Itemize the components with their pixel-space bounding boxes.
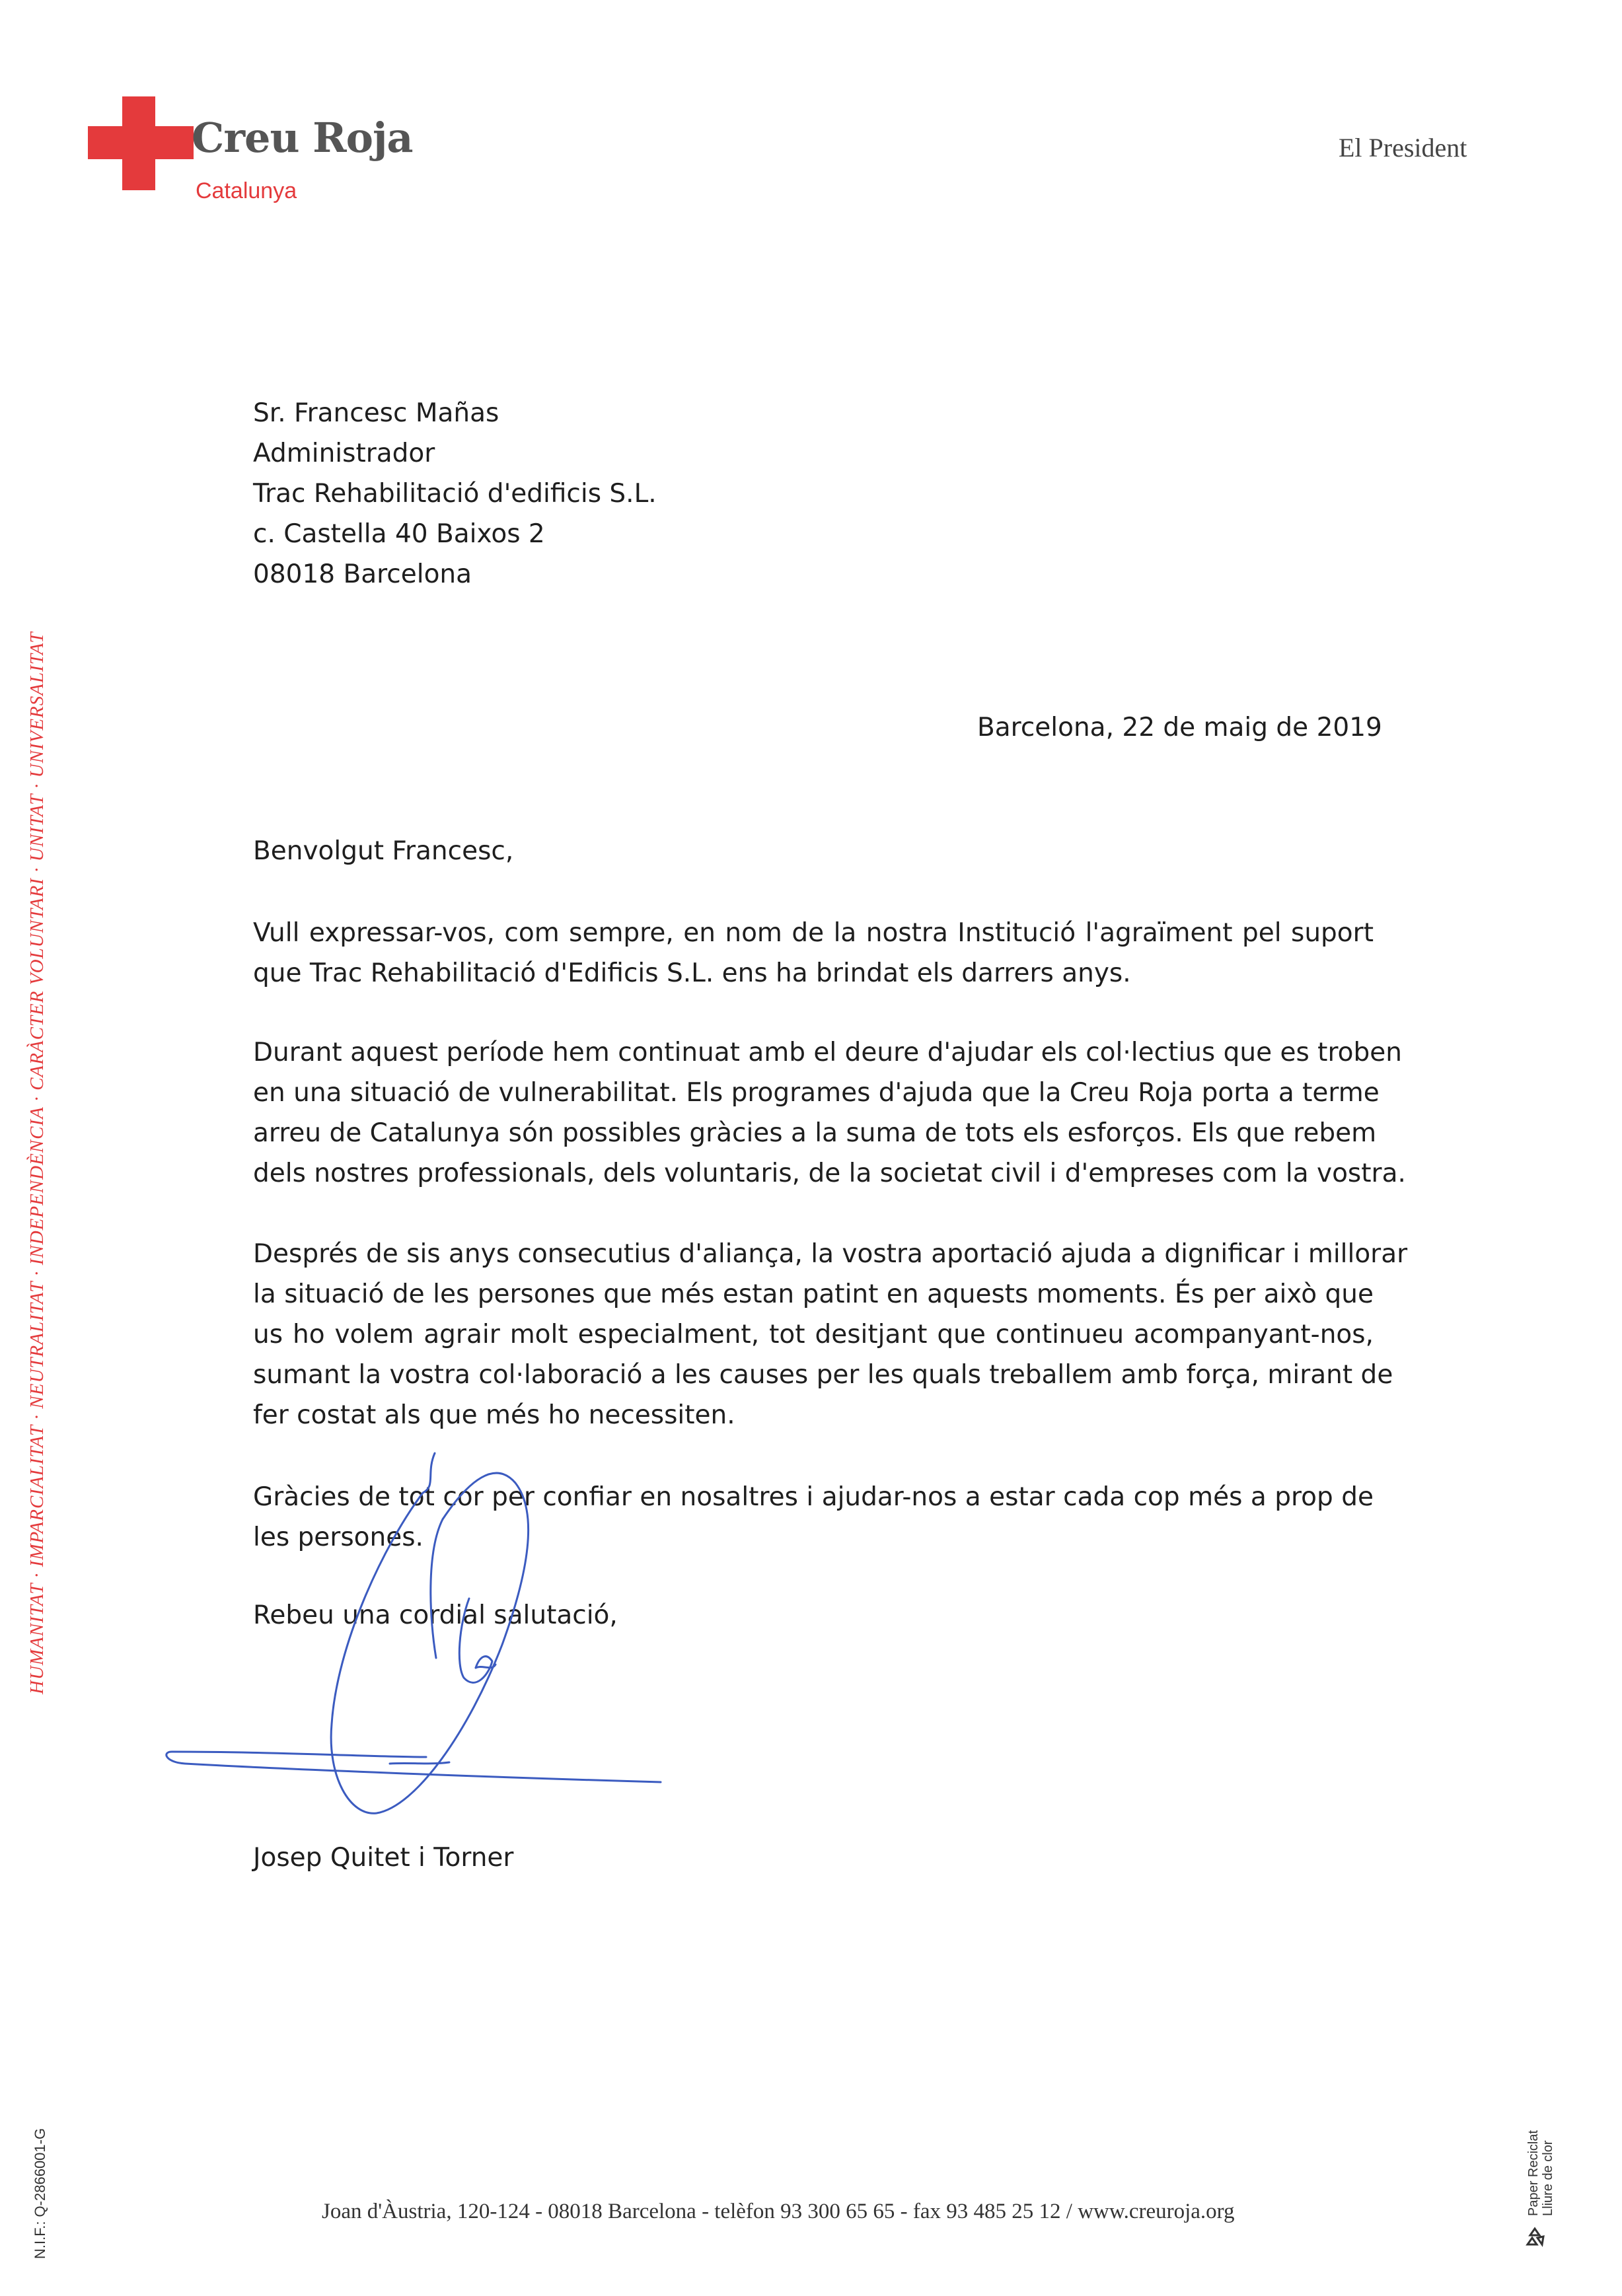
paragraph-3 (253, 1234, 1408, 1435)
red-cross-icon (88, 96, 194, 190)
principles-side-text: HUMANITAT · IMPARCIALITAT · NEUTRALITAT · INDEPENDÈNCIA · CARÀCTER VOLUNTARI · UNITAT · UNIVERSALITAT (26, 631, 48, 1694)
signature-icon (159, 1447, 674, 1830)
recycled-line-1: Paper Reciclat (1526, 2130, 1541, 2216)
paragraph-line: us ho volem agrair molt especialment, tot desitjant que continueu acompanyant-nos, (253, 1320, 1374, 1349)
paragraph-line: Gràcies de tot cor per confiar en nosaltres i ajudar-nos a estar cada cop més a prop de (253, 1482, 1374, 1512)
paragraph-1 (253, 913, 1374, 993)
office-title: El President (1339, 133, 1467, 162)
paragraph-line: dels nostres professionals, dels voluntaris, de la societat civil i d'empreses com la vostra. (253, 1159, 1406, 1188)
letter-date: Barcelona, 22 de maig de 2019 (977, 713, 1382, 742)
paragraph-line: sumant la vostra col·laboració a les causes per les quals treballem amb força, mirant de (253, 1360, 1393, 1390)
logo-title: Creu Roja (192, 114, 413, 162)
paragraph-line: les persones. (253, 1523, 424, 1552)
footer-address: Joan d'Àustria, 120-124 - 08018 Barcelona - telèfon 93 300 65 65 - fax 93 485 25 12 / www.creuroja.org (322, 2200, 1235, 2223)
recipient-address (253, 393, 657, 594)
paragraph-line: en una situació de vulnerabilitat. Els programes d'ajuda que la Creu Roja porta a terme (253, 1078, 1380, 1108)
recipient-city: 08018 Barcelona (253, 559, 472, 589)
paragraph-line: Després de sis anys consecutius d'aliança, la vostra aportació ajuda a dignificar i millorar (253, 1239, 1408, 1269)
paragraph-line: fer costat als que més ho necessiten. (253, 1400, 735, 1430)
greeting: Benvolgut Francesc, (253, 836, 514, 866)
paragraph-line: la situació de les persones que més estan patint en aquests moments. És per això que (253, 1279, 1374, 1309)
recipient-role: Administrador (253, 439, 435, 468)
recycle-icon (1524, 2226, 1546, 2248)
recycled-line-2: Lliure de clor (1541, 2140, 1555, 2216)
signer-name: Josep Quitet i Torner (253, 1843, 514, 1873)
paragraph-line: Durant aquest període hem continuat amb el deure d'ajudar els col·lectius que es troben (253, 1038, 1402, 1067)
paragraph-line: que Trac Rehabilitació d'Edificis S.L. ens ha brindat els darrers anys. (253, 958, 1131, 988)
paragraph-line: arreu de Catalunya són possibles gràcies a la suma de tots els esforços. Els que rebem (253, 1118, 1377, 1148)
recipient-company: Trac Rehabilitació d'edificis S.L. (253, 479, 657, 509)
paragraph-line: Vull expressar-vos, com sempre, en nom de la nostra Institució l'agraïment pel suport (253, 918, 1374, 948)
recipient-street: c. Castella 40 Baixos 2 (253, 519, 545, 549)
paragraph-2 (253, 1032, 1406, 1194)
closing: Rebeu una cordial salutació, (253, 1600, 618, 1630)
recycled-paper-note (1526, 2130, 1555, 2216)
nif-number: N.I.F.: Q-2866001-G (32, 2128, 48, 2259)
logo-subtitle: Catalunya (196, 178, 297, 203)
recipient-name: Sr. Francesc Mañas (253, 398, 499, 428)
